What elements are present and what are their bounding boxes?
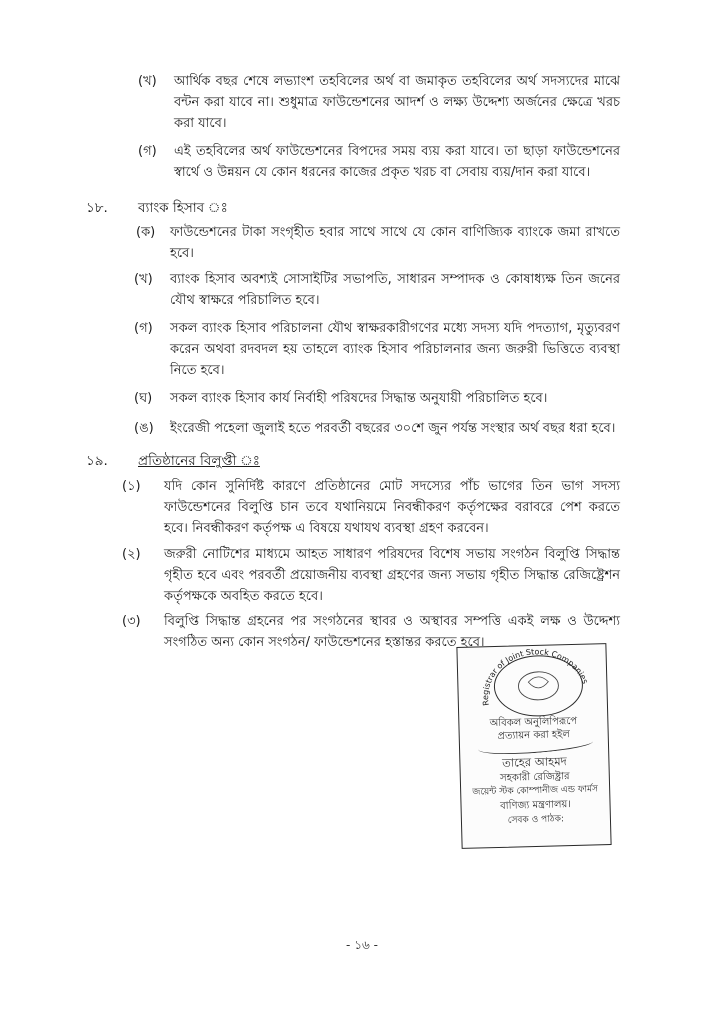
section-18-heading bbox=[86, 198, 228, 218]
seal-attest-line-2: প্রত্যায়ন করা হইল bbox=[497, 729, 570, 742]
clause-marker: (গ) bbox=[138, 144, 157, 159]
attestation-seal bbox=[456, 643, 611, 849]
seal-attest-line-1: অবিকল অনুলিপিরূপে bbox=[489, 715, 578, 730]
clause-18-ga bbox=[134, 318, 620, 381]
clause-text: বিলুপ্তি সিদ্ধান্ত গ্রহনের পর সংগঠনের স্থাবর ও অস্থাবর সম্পত্তি একই লক্ষ ও উদ্দেশ্য সংগঠিত অন্য কোন সংগঠন/ ফাউন্ডেশনের হস্তান্তর করতে হবে। bbox=[164, 614, 620, 650]
seal-officer-name: তাহের আহমদ bbox=[501, 754, 567, 770]
seal-footer: সেবক ও পাঠক: bbox=[507, 814, 565, 826]
clause-18-kha bbox=[134, 269, 620, 311]
section-title: প্রতিষ্ঠানের বিলুপ্তী ঃ bbox=[138, 453, 260, 469]
clause-marker: (ঙ) bbox=[134, 421, 154, 436]
seal-officer-designation: সহকারী রেজিষ্ট্রার bbox=[499, 771, 570, 784]
clause-marker: (২) bbox=[122, 547, 141, 562]
clause-text: আর্থিক বছর শেষে লভ্যাংশ তহবিলের অর্থ বা জমাকৃত তহবিলের অর্থ সদস্যদের মাঝে বন্টন করা যাবে না। শুধুমাত্র ফাউন্ডেশনের আদর্শ ও লক্ষ্য উদ্দেশ্য অর্জনের ক্ষেত্রে খরচ করা যাবে। bbox=[174, 74, 620, 131]
svg-text:Registrar of Joint Stock Compa bbox=[480, 646, 591, 706]
clause-marker: (গ) bbox=[134, 321, 153, 336]
clause-text: জরুরী নোটিশের মাধ্যমে আহত সাধারণ পরিষদের বিশেষ সভায় সংগঠন বিলুপ্তি সিদ্ধান্ত গৃহীত হবে এবং পরবর্তী প্রয়োজনীয় ব্যবস্থা গ্রহণের জন্য সভায় গৃহীত সিদ্ধান্ত রেজিষ্ট্রেশন কর্তৃপক্ষকে অবহিত করতে হবে। bbox=[164, 547, 620, 604]
section-number: ১৯. bbox=[86, 453, 108, 469]
clause-marker: (ঘ) bbox=[134, 391, 153, 406]
clause-ga-fund bbox=[138, 141, 620, 183]
clause-18-uma bbox=[134, 418, 624, 439]
section-19-heading bbox=[86, 451, 260, 471]
clause-text: সকল ব্যাংক হিসাব পরিচালনা যৌথ স্বাক্ষরকারীগণের মধ্যে সদস্য যদি পদত্যাগ, মৃত্যুবরণ করেন অথবা রদবদল হয় তাহলে ব্যাংক হিসাব পরিচালনার জন্য জরুরী ভিত্তিতে ব্যবস্থা নিতে হবে। bbox=[170, 321, 620, 378]
clause-18-ka bbox=[136, 222, 620, 264]
clause-marker: (ক) bbox=[136, 225, 156, 240]
seal-ministry: বাণিজ্য মন্ত্রণালয়। bbox=[500, 799, 572, 812]
clause-text: এই তহবিলের অর্থ ফাউন্ডেশনের বিপদের সময় ব্যয় করা যাবে। তা ছাড়া ফাউন্ডেশনের স্বার্থে ও উন্নয়ন যে কোন ধরনের কাজের প্রকৃত খরচ বা সেবায় ব্যয়/দান করা যাবে। bbox=[174, 144, 620, 180]
clause-text: ফাউন্ডেশনের টাকা সংগৃহীত হবার সাথে সাথে যে কোন বাণিজ্যিক ব্যাংকে জমা রাখতে হবে। bbox=[170, 225, 620, 261]
clause-text: যদি কোন সুনির্দিষ্ট কারণে প্রতিষ্ঠানের মোট সদস্যের পাঁচ ভাগের তিন ভাগ সদস্য ফাউন্ডেশনের বিলুপ্তি চান তবে যথানিয়মে নিবন্ধীকরণ কর্তৃপক্ষের বরাবরে পেশ করতে হবে। নিবন্ধীকরণ কর্তৃপক্ষ এ বিষয়ে যথাযথ ব্যবস্থা গ্রহণ করবেন। bbox=[164, 479, 620, 536]
page-number: - ১৬ - bbox=[346, 938, 378, 952]
clause-19-2 bbox=[122, 544, 620, 607]
section-number: ১৮. bbox=[86, 200, 108, 216]
seal-ring-text: Registrar of Joint Stock Companies bbox=[481, 647, 590, 707]
section-title: ব্যাংক হিসাব ঃ bbox=[138, 200, 228, 216]
clause-marker: (খ) bbox=[134, 272, 153, 287]
clause-marker: (খ) bbox=[138, 74, 157, 89]
clause-19-1 bbox=[122, 476, 620, 539]
clause-18-gha bbox=[134, 388, 620, 409]
clause-marker: (১) bbox=[122, 479, 141, 494]
clause-text: সকল ব্যাংক হিসাব কার্য নির্বাহী পরিষদের সিদ্ধান্ত অনুযায়ী পরিচালিত হবে। bbox=[170, 391, 548, 406]
clause-text: ইংরেজী পহেলা জুলাই হতে পরবর্তী বছরের ৩০শে জুন পর্যন্ত সংস্থার অর্থ বছর ধরা হবে। bbox=[170, 421, 616, 436]
seal-office: জয়েন্ট স্টক কোম্পানীজ এন্ড ফার্মস bbox=[472, 784, 599, 798]
clause-marker: (৩) bbox=[122, 614, 141, 629]
clause-text: ব্যাংক হিসাব অবশ্যই সোসাইটির সভাপতি, সাধারন সম্পাদক ও কোষাধ্যক্ষ তিন জনের যৌথ স্বাক্ষরে পরিচালিত হবে। bbox=[170, 272, 620, 308]
clause-kha-fund bbox=[138, 71, 620, 134]
